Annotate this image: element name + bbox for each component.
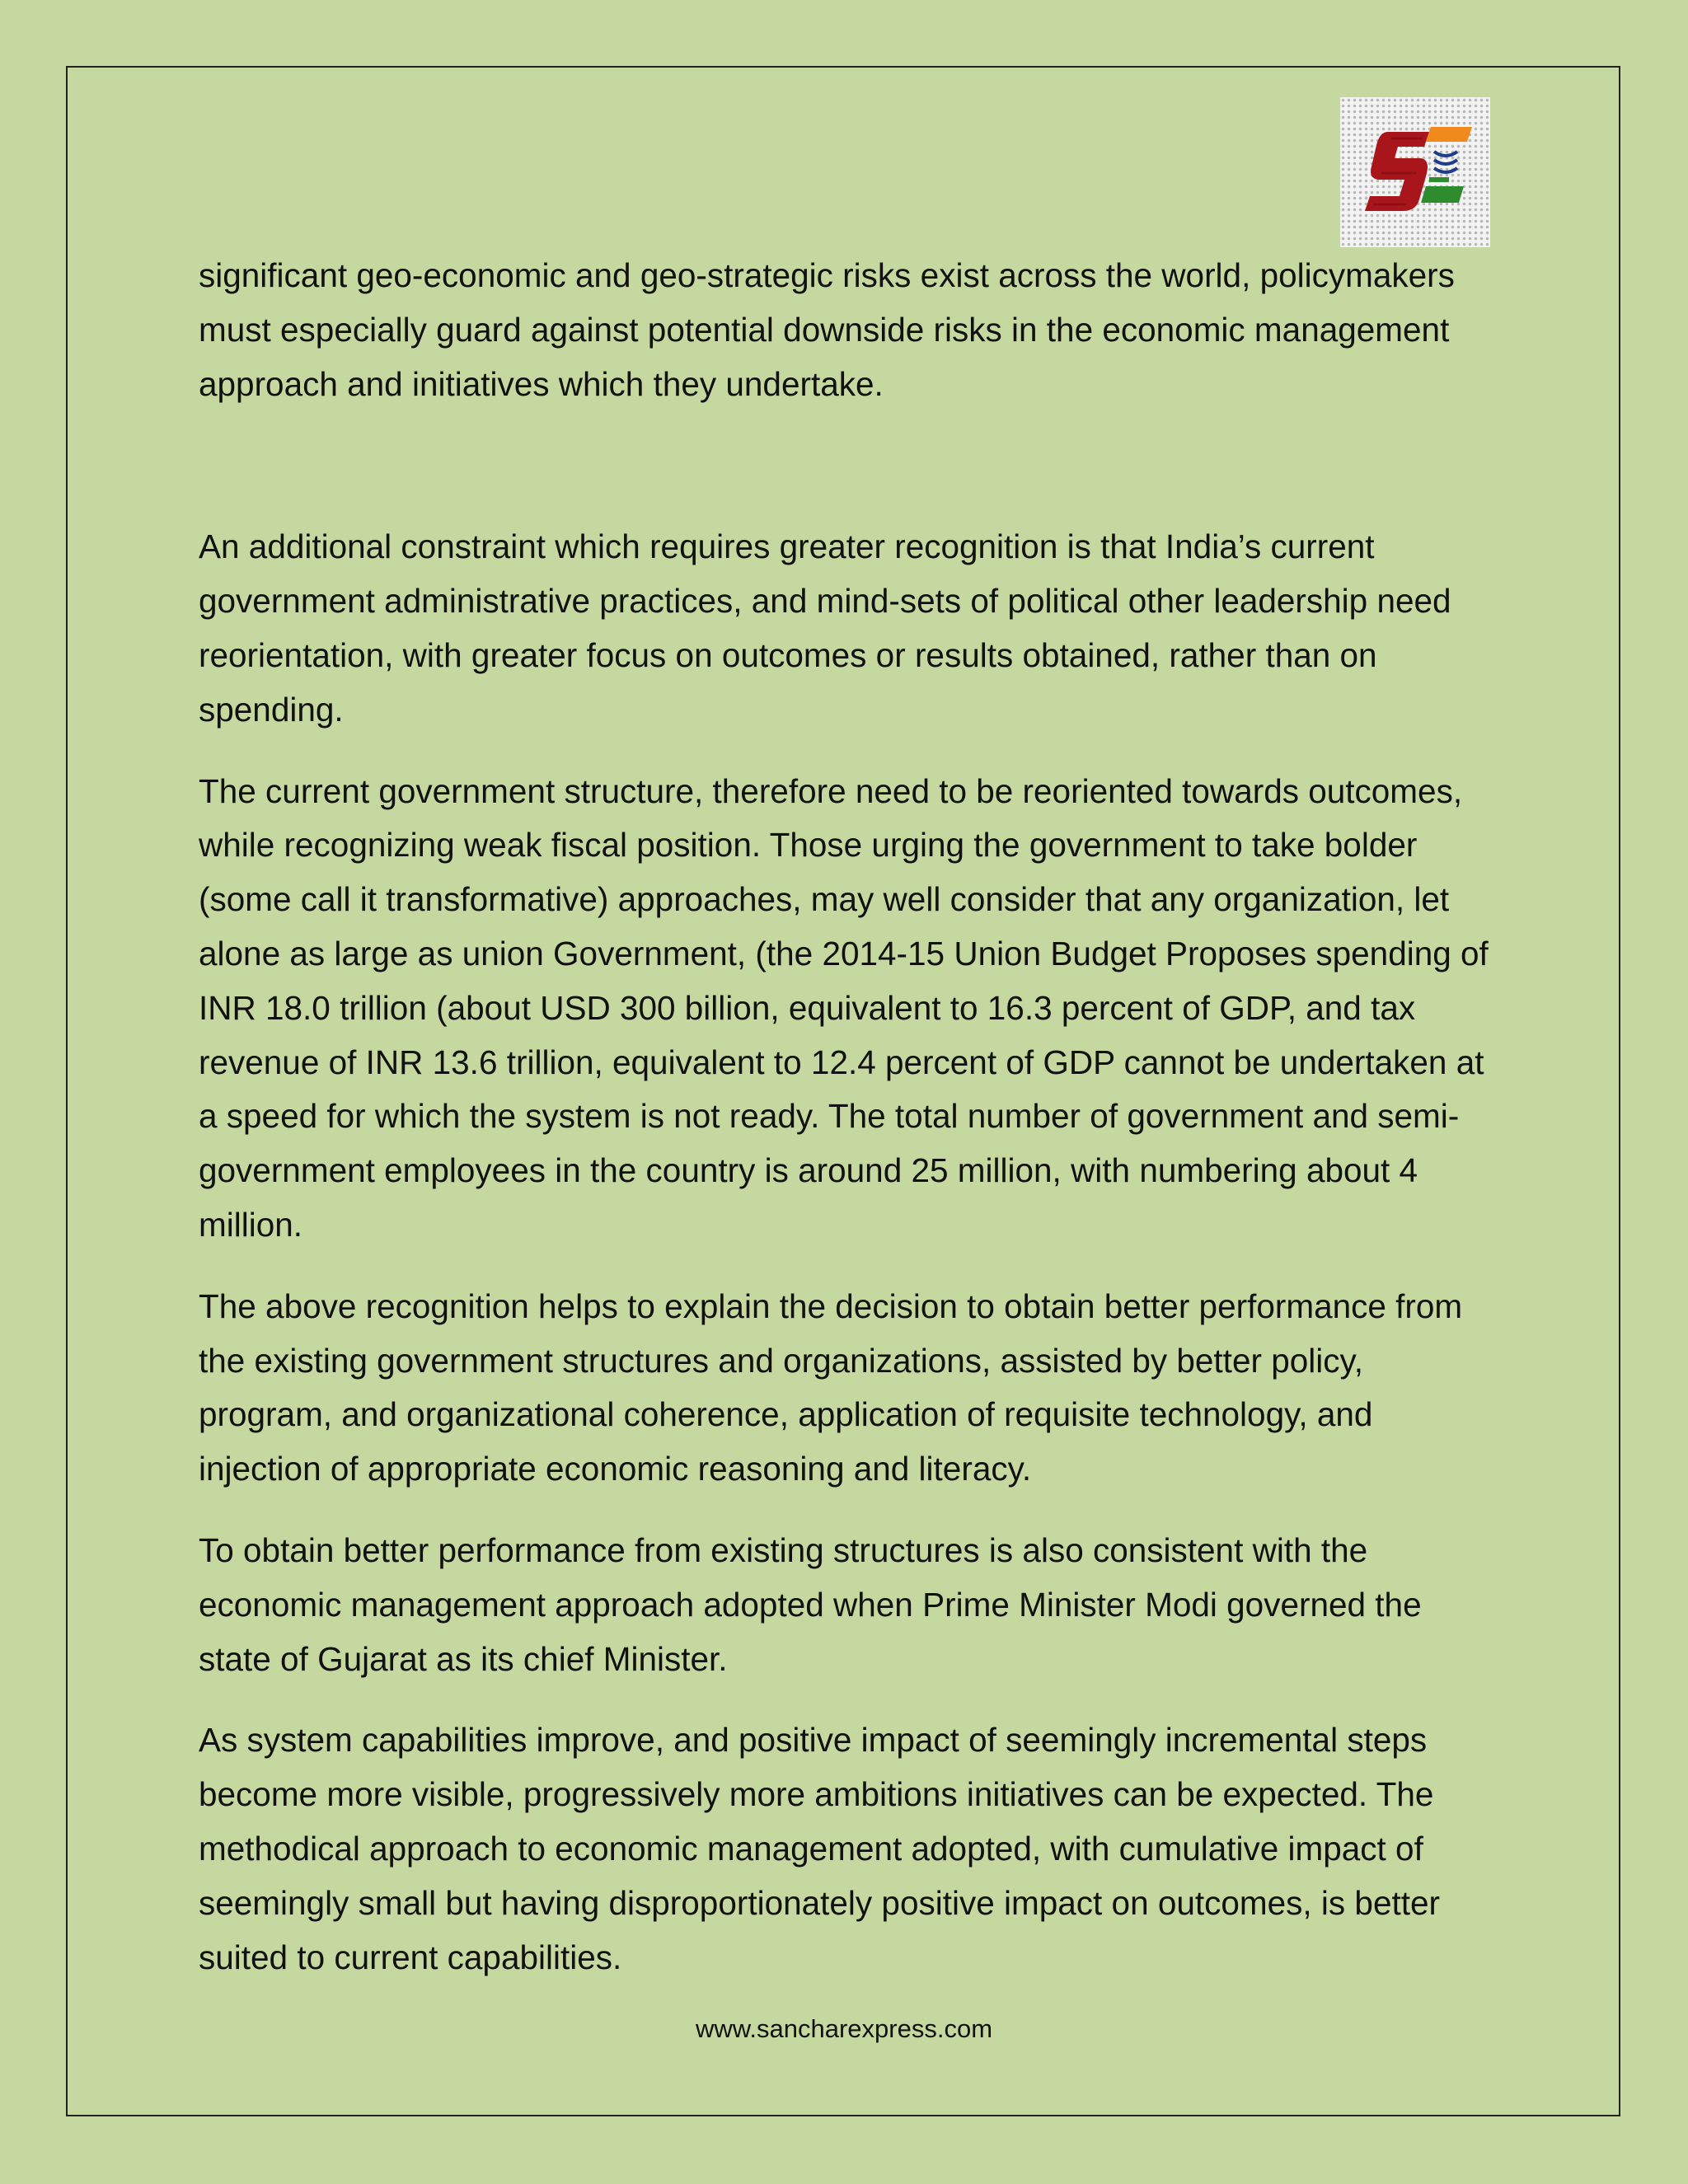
paragraph-2: An additional constraint which requires greater recognition is that India’s current government administrative practices, and mind-sets of political other leadership need reorientation, with greater focus on outcomes or results obtained, rather than on spending. [199,527,1451,729]
sanchar-express-logo-icon [1340,97,1490,247]
paragraph-3: The current government structure, therefore need to be reoriented towards outcomes, while recognizing weak fiscal position. Those urging the government to take bolder (some call it transformative) approaches, may well consider that any organization, let alone as large as union Government, (the 2014-15 Union Budget Proposes spending of INR 18.0 trillion (about USD 300 billion, equivalent to 16.3 percent of GDP, and tax revenue of INR 13.6 trillion, equivalent to 12.4 percent of GDP cannot be undertaken at a speed for which the system is not ready. The total number of government and semi-government employees in the country is around 25 million, with numbering about 4 million. [199,771,1489,1244]
document-body [199,249,1501,2012]
footer-website-link[interactable]: www.sancharexpress.com [695,2014,993,2043]
paragraph-5: To obtain better performance from existing structures is also consistent with the economic management approach adopted when Prime Minister Modi governed the state of Gujarat as its chief Minister. [199,1530,1422,1678]
paragraph-6: As system capabilities improve, and positive impact of seemingly incremental steps become more visible, progressively more ambitions initiatives can be expected. The methodical approach to economic management adopted, with cumulative impact of seemingly small but having disproportionately positive impact on outcomes, is better suited to current capabilities. [199,1721,1440,1976]
paragraph-4: The above recognition helps to explain the decision to obtain better performance from the existing government structures and organizations, assisted by better policy, program, and organizational coherence, application of requisite technology, and injection of appropriate economic reasoning and literacy. [199,1286,1463,1488]
paragraph-1: significant geo-economic and geo-strategic risks exist across the world, policymakers must especially guard against potential downside risks in the economic management approach and initiatives which they undertake. [199,256,1455,403]
